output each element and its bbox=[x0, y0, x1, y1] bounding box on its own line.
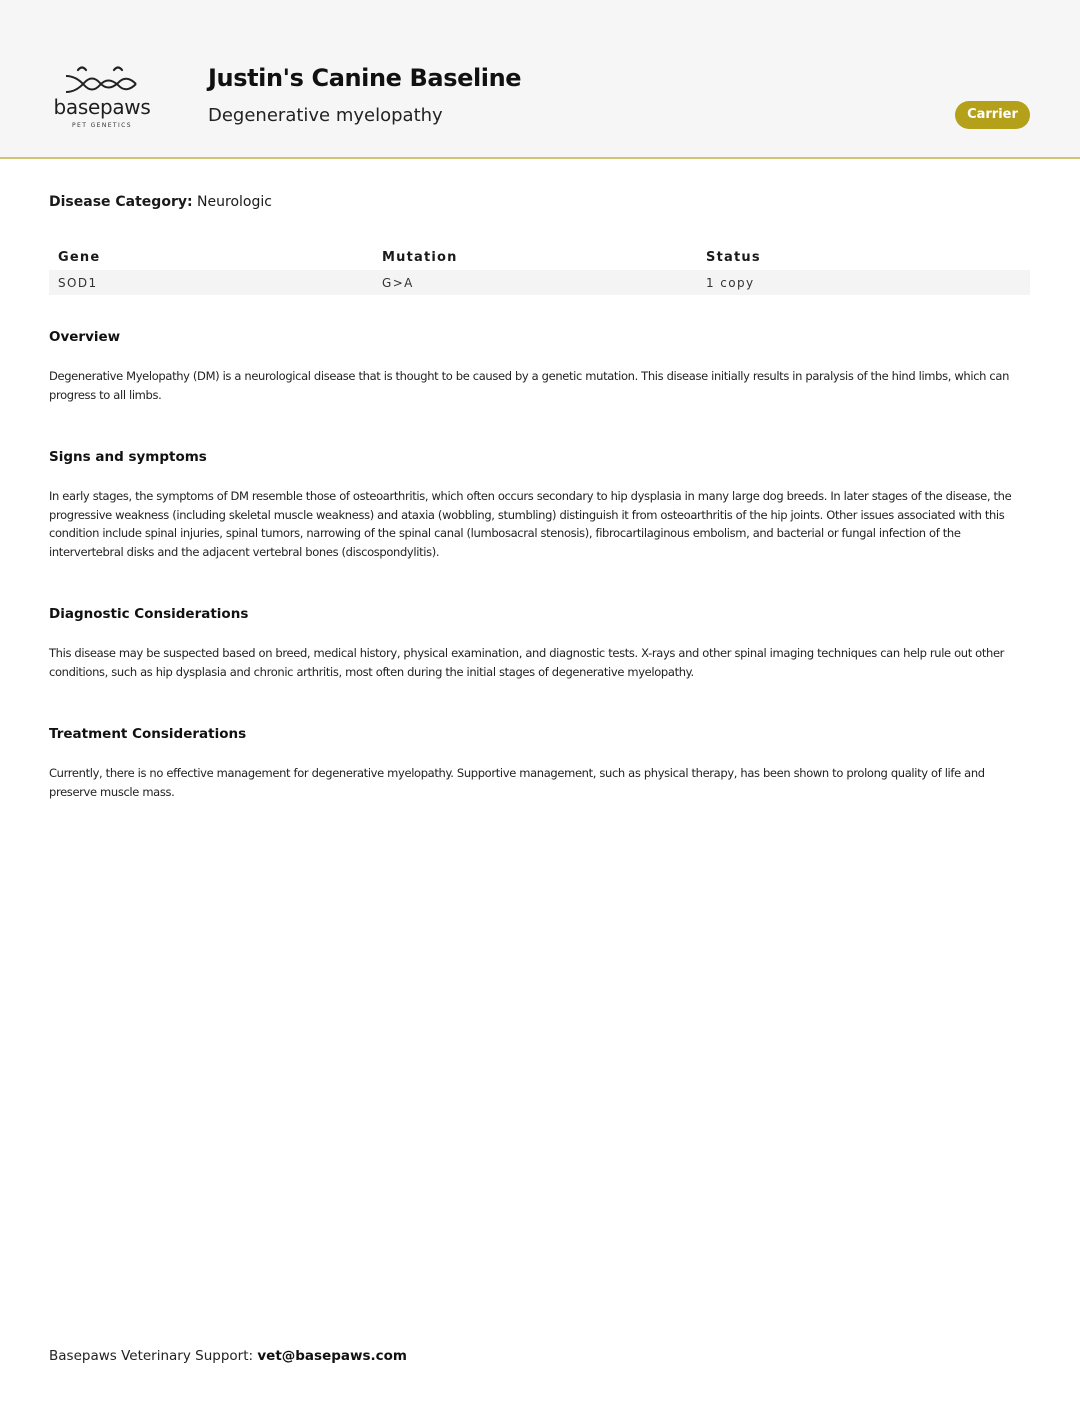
basepaws-logo bbox=[48, 62, 158, 132]
page-subtitle: Degenerative myelopathy bbox=[208, 105, 443, 126]
cat-face-icon bbox=[62, 62, 142, 94]
section-body-signs: In early stages, the symptoms of DM resemble those of osteoarthritis, which often occurs secondary to hip dysplasia in many large dog breeds. In later stages of the disease, the progressive weakness (including skeletal muscle weakness) and ataxia (wobbling, stumbling) distinguish it from osteoarthritis of the hip joints. Other issues associated with this condition include spinal injuries, spinal tumors, narrowing of the spinal canal (lumbosacral stenosis), fibrocartilaginous embolism, and bacterial or fungal infection of the intervertebral disks and the adjacent vertebral bones (discospondylitis). bbox=[49, 489, 1012, 559]
cell-status: 1 copy bbox=[697, 270, 1030, 295]
column-header-mutation: Mutation bbox=[382, 249, 458, 265]
status-badge: Carrier bbox=[955, 101, 1030, 129]
cell-mutation: G>A bbox=[373, 270, 697, 295]
section-body-overview: Degenerative Myelopathy (DM) is a neurological disease that is thought to be caused by a genetic mutation. This disease initially results in paralysis of the hind limbs, which can progress to all limbs. bbox=[49, 369, 1010, 402]
support-footer bbox=[49, 1348, 407, 1364]
support-email-link[interactable]: vet@basepaws.com bbox=[257, 1348, 407, 1364]
column-header-gene: Gene bbox=[58, 249, 101, 265]
table-row bbox=[49, 270, 1030, 295]
page-title: Justin's Canine Baseline bbox=[208, 64, 522, 92]
logo-tagline: PET GENETICS bbox=[72, 122, 132, 129]
gene-table bbox=[49, 246, 1030, 295]
section-heading-treatment: Treatment Considerations bbox=[49, 726, 247, 742]
disease-category bbox=[49, 194, 272, 210]
report-header bbox=[0, 0, 1080, 159]
section-heading-signs: Signs and symptoms bbox=[49, 449, 207, 465]
logo-wordmark: basepaws bbox=[53, 95, 151, 119]
section-body-diagnostic: This disease may be suspected based on breed, medical history, physical examination, and diagnostic tests. X-rays and other spinal imaging techniques can help rule out other conditions, such as hip dysplasia and chronic arthritis, most often during the initial stages of degenerative myelopathy. bbox=[49, 646, 1005, 679]
table-header-row bbox=[49, 246, 1030, 270]
section-heading-overview: Overview bbox=[49, 329, 121, 345]
support-label: Basepaws Veterinary Support: bbox=[49, 1348, 254, 1364]
disease-category-label: Disease Category: bbox=[49, 194, 193, 210]
cell-gene: SOD1 bbox=[49, 270, 373, 295]
disease-category-value: Neurologic bbox=[197, 194, 272, 210]
column-header-status: Status bbox=[706, 249, 761, 265]
section-body-treatment: Currently, there is no effective management for degenerative myelopathy. Supportive management, such as physical therapy, has been shown to prolong quality of life and preserve muscle mass. bbox=[49, 766, 985, 799]
section-heading-diagnostic: Diagnostic Considerations bbox=[49, 606, 249, 622]
